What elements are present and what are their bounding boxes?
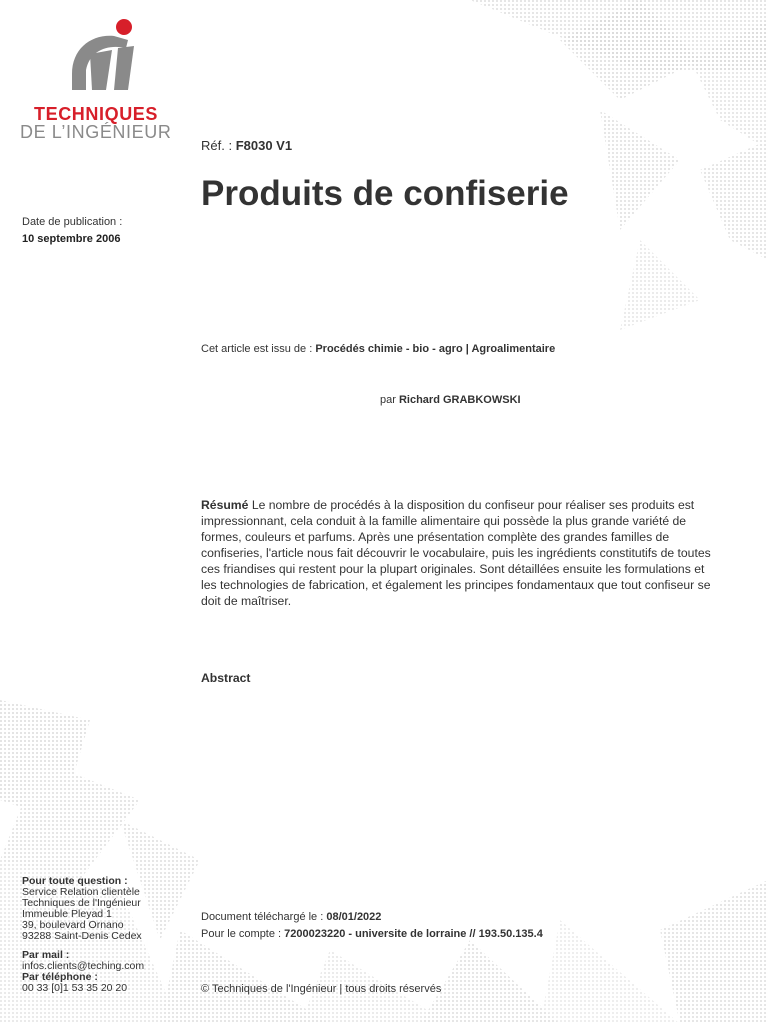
download-account-label: Pour le compte : — [201, 928, 282, 940]
ti-logo-icon — [68, 18, 148, 94]
author-label: par — [380, 394, 396, 406]
download-account: 7200023220 - universite de lorraine // 193.50.135.4 — [284, 928, 543, 940]
author-line — [380, 394, 521, 406]
contact-phone: 00 33 [0]1 53 35 20 20 — [22, 982, 128, 994]
article-source — [201, 343, 555, 355]
document-title: Produits de confiserie — [201, 174, 569, 213]
copyright-notice: © Techniques de l'Ingénieur | tous droits réservés — [201, 983, 442, 995]
contact-mail-label: Par mail : — [22, 949, 70, 961]
download-date: 08/01/2022 — [326, 911, 382, 923]
reference — [201, 138, 292, 153]
abstract-heading: Abstract — [201, 671, 251, 685]
contact-block — [22, 876, 192, 994]
contact-phone-label: Par téléphone : — [22, 971, 98, 983]
download-date-line — [201, 911, 381, 923]
download-date-label: Document téléchargé le : — [201, 911, 324, 923]
download-account-line — [201, 928, 543, 940]
publication-date: 10 septembre 2006 — [22, 233, 121, 245]
techniques-ingenieur-logo — [20, 18, 192, 142]
resume-text: Le nombre de procédés à la disposition du confiseur pour réaliser ses produits est impressionnant, cela conduit à la famille alimentaire qui possède la plus grande variété de formes, couleurs et parfums. Après une présentation complète des grandes familles de confiseries, l'article nous fait découvrir le vocabulaire, puis les ingrédients constitutifs de toutes ces friandises qui restent pour la plupart originales. Sont détaillées ensuite les formulations et les technologies de fabrication, et également les principes fondamentaux que tout confiseur se doit de maîtriser. — [201, 498, 711, 608]
contact-mail-link[interactable]: infos.clients@teching.com — [22, 960, 145, 972]
contact-address-line: Service Relation clientèle — [22, 886, 140, 898]
logo-wordmark-line2: DE L’INGÉNIEUR — [20, 122, 172, 142]
reference-label: Réf. : — [201, 138, 233, 153]
source-value[interactable]: Procédés chimie - bio - agro | Agroalimentaire — [315, 343, 556, 355]
contact-address-line: 39, boulevard Ornano — [22, 919, 124, 931]
source-label: Cet article est issu de : — [201, 343, 313, 355]
contact-address-line: Techniques de l'Ingénieur — [22, 897, 141, 909]
resume-label: Résumé — [201, 498, 249, 512]
logo-wordmark-line1: TECHNIQUES — [34, 104, 159, 124]
publication-date-label: Date de publication : — [22, 216, 123, 228]
resume-paragraph — [201, 497, 711, 609]
reference-value[interactable]: F8030 V1 — [235, 138, 293, 153]
contact-address-line: Immeuble Pleyad 1 — [22, 908, 112, 920]
contact-address-line: 93288 Saint-Denis Cedex — [22, 930, 142, 942]
author-name: Richard GRABKOWSKI — [398, 394, 521, 406]
contact-question-label: Pour toute question : — [22, 875, 128, 887]
